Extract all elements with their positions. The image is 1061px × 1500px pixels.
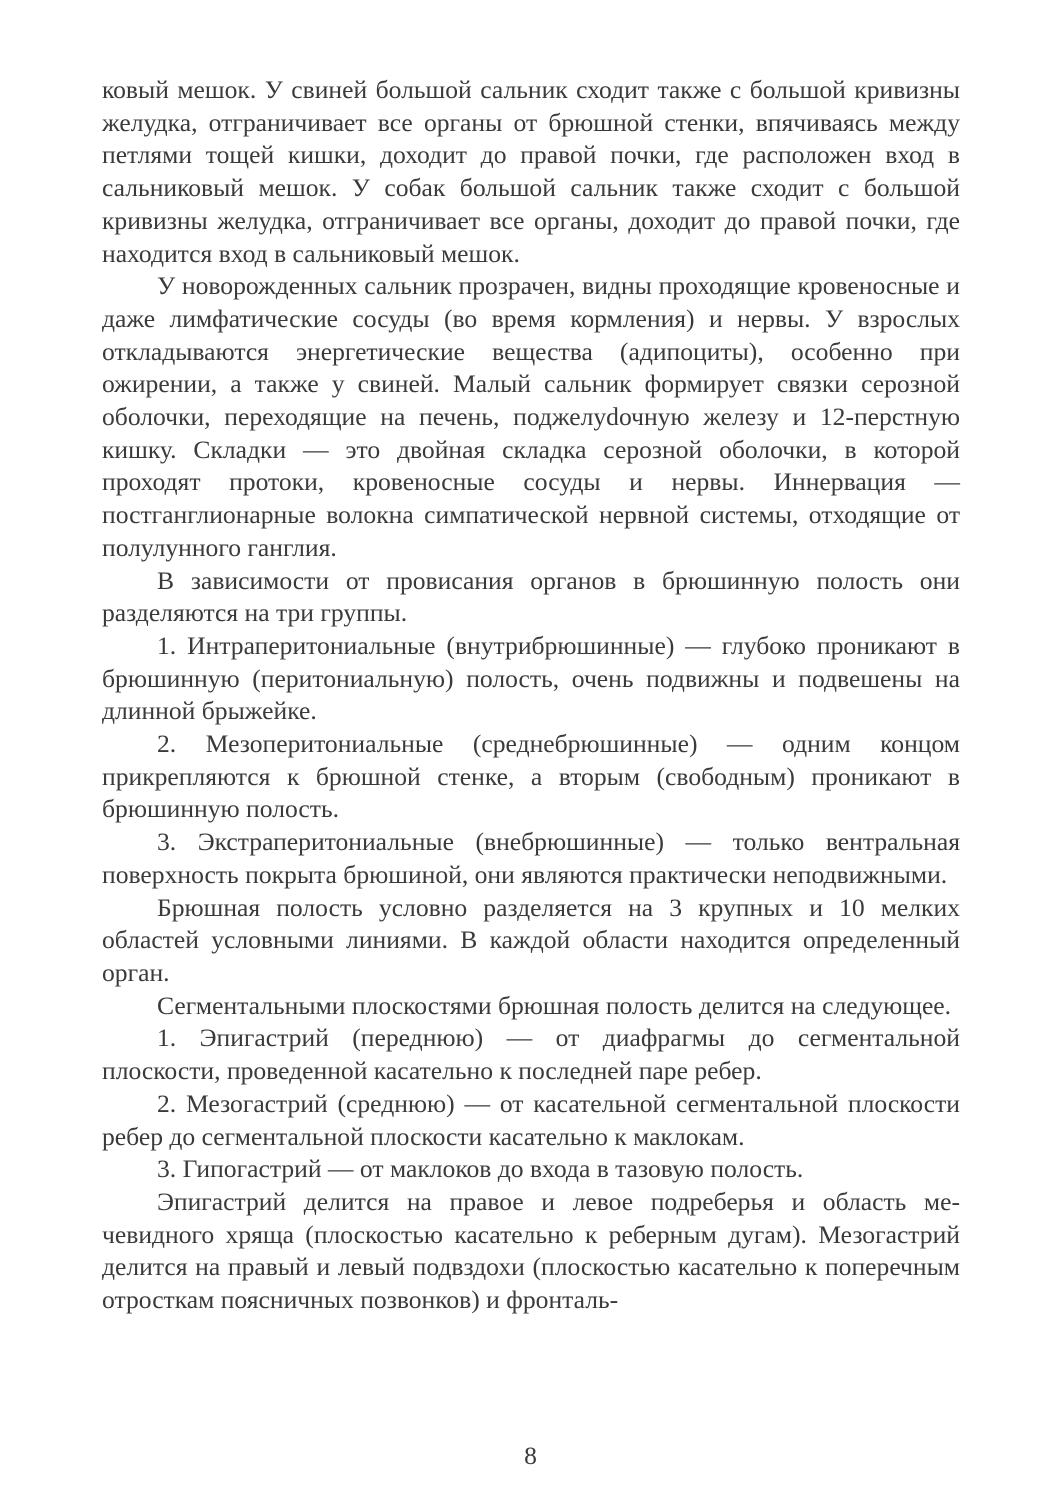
page-number: 8	[524, 1441, 537, 1470]
paragraph-7: Брюшная полость условно разделяется на 3 крупных и 10 мелких областей условными линиями. В каждой области находится определенный орган.	[102, 892, 960, 987]
paragraph-10: 2. Мезогастрий (среднюю) — от касательной сегментальной плоскости ребер до сегментальной плоскости касательно к маклокам.	[102, 1088, 960, 1151]
paragraph-9: 1. Эпигастрий (переднюю) — от диафрагмы до сегментальной плоскости, проведенной касательно к последней паре ребер.	[102, 1023, 960, 1086]
paragraph-5: 2. Мезоперитониальные (среднебрюшинные) — одним концом прикрепляются к брюшной стенке, а вторым (свободным) проникают в брюшинную полость.	[102, 729, 960, 824]
paragraph-6: 3. Экстраперитониальные (внебрюшинные) — только вентральная поверхность покрыта брюшиной, они являются практически неподвижными.	[102, 827, 960, 889]
paragraph-8: Сегментальными плоскостями брюшная полость делится на следующее.	[157, 990, 952, 1020]
paragraph-12: Эпигастрий делится на правое и левое подреберья и область мечевидного хряща (плоскостью касательно к реберным дугам). Мезогастрий делится на правый и левый подвздохи (плоскостью касательно к поперечным отросткам поясничных позвонков) и фронталь-	[102, 1186, 960, 1315]
paragraph-11: 3. Гипогастрий — от маклоков до входа в тазовую полость.	[157, 1154, 804, 1184]
document-page	[102, 74, 960, 1317]
paragraph-1: ковый мешок. У свиней большой сальник сходит также с большой кривизны желудка, отграничивает все органы от брюшной стенки, впячиваясь между петлями тощей кишки, доходит до правой почки, где расположен вход в сальниковый мешок. У собак большой сальник также сходит с большой кривизны желудка, отграничивает все органы, доходит до правой почки, где находится вход в сальниковый мешок.	[102, 75, 960, 268]
paragraph-2: У новорожденных сальник прозрачен, видны проходящие кровеносные и даже лимфатические сосуды (во время кормления) и нервы. У взрослых откладываются энергетические вещества (адипоциты), особенно при ожирении, а также у свиней. Малый сальник формирует связки серозной оболочки, переходящие на печень, поджелуdочную железу и 12-перстную кишку. Складки — это двойная складка серозной оболочки, в которой проходят протоки, кровеносные сосуды и нервы. Иннервация — постганглионарные волокна симпатической нервной системы, отходящие от полулунного ганглия.	[102, 271, 960, 562]
paragraph-3: В зависимости от провисания органов в брюшинную полость они разделяются на три группы.	[102, 565, 960, 628]
paragraph-4: 1. Интраперитониальные (внутрибрюшинные) — глубоко проникают в брюшинную (перитониальную) полость, очень подвижны и подвешены на длинной брыжейке.	[102, 630, 960, 726]
